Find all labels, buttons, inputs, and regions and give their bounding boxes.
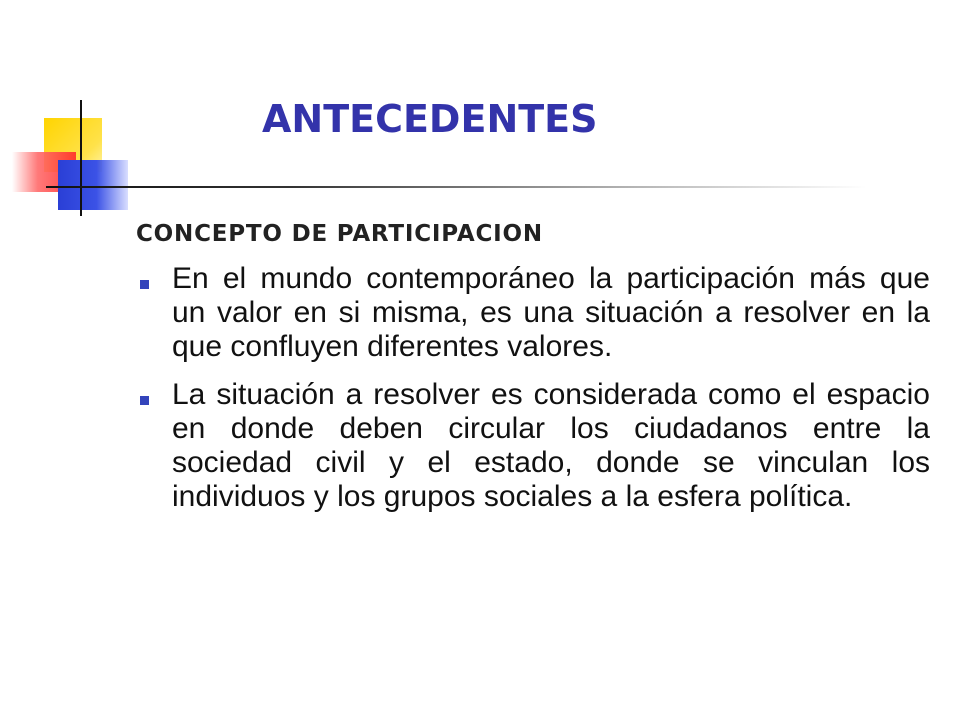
bullet-item	[136, 378, 930, 514]
decorative-logo	[0, 0, 140, 230]
square-bullet-icon	[140, 280, 149, 289]
bullet-text: La situación a resolver es considerada como el espacio en donde deben circular los ciudadanos entre la sociedad civil y el estado, donde se vinculan los individuos y los grupos sociales a la esfera política.	[172, 378, 930, 513]
bullet-item	[136, 262, 930, 364]
bullet-text: En el mundo contemporáneo la participación más que un valor en si misma, es una situación a resolver en la que confluyen diferentes valores.	[172, 262, 930, 363]
slide-title: ANTECEDENTES	[262, 97, 598, 141]
blue-square-decoration	[58, 160, 128, 210]
slide-subtitle: CONCEPTO DE PARTICIPACION	[136, 221, 543, 247]
vertical-rule	[80, 100, 82, 216]
title-underline-rule	[46, 186, 866, 188]
square-bullet-icon	[140, 396, 149, 405]
bullet-list	[136, 262, 930, 528]
